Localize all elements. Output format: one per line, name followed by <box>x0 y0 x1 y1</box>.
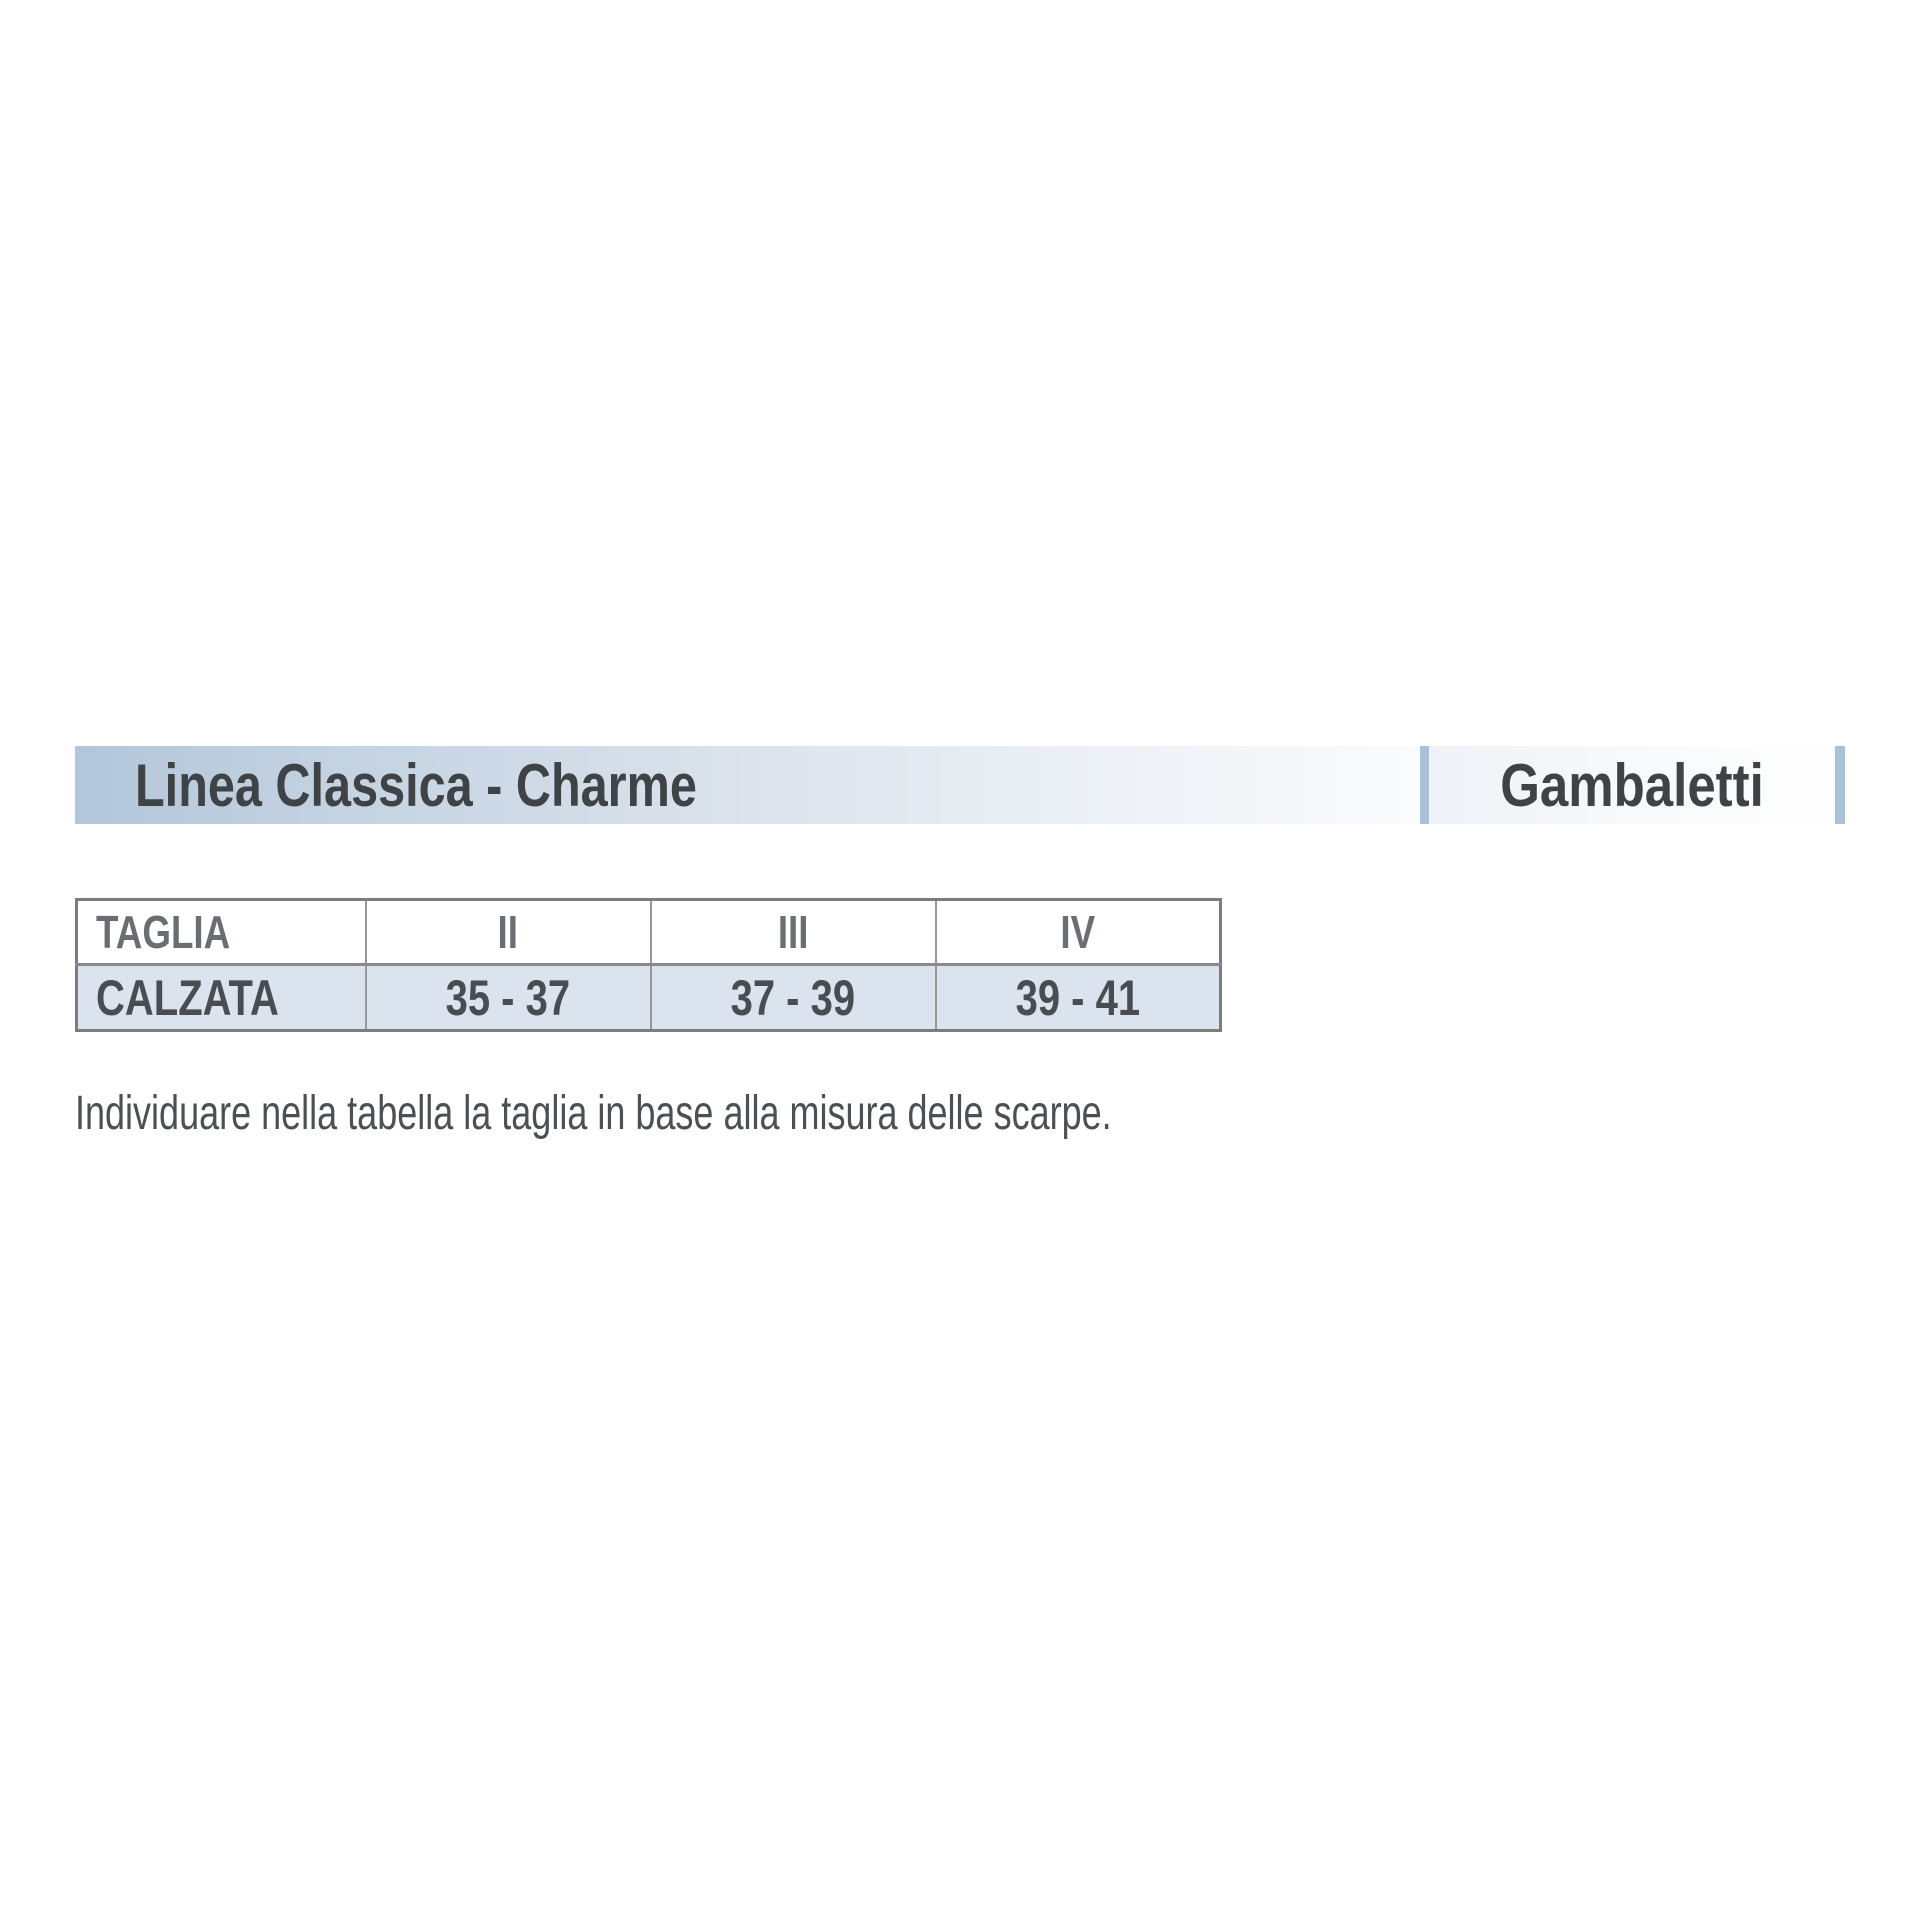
size-table-header-row <box>77 900 1221 965</box>
header-cell-size-ii <box>366 900 651 965</box>
calzata-value-iv <box>936 965 1221 1031</box>
header-cell-size-iv <box>936 900 1221 965</box>
category-banner <box>1429 746 1835 824</box>
row-label-calzata <box>77 965 366 1031</box>
size-ii-label: II <box>497 906 519 958</box>
calzata-range-iii: 37 - 39 <box>730 969 856 1026</box>
size-iv-label: IV <box>1060 906 1096 958</box>
banner-divider-right <box>1835 746 1845 824</box>
instruction-note-text: Individuare nella tabella la taglia in base alla misura delle scarpe. <box>75 1087 1112 1140</box>
calzata-value-iii <box>651 965 936 1031</box>
instruction-note <box>75 1086 1457 1142</box>
product-line-banner <box>75 746 1420 824</box>
calzata-range-iv: 39 - 41 <box>1015 969 1141 1026</box>
calzata-label: CALZATA <box>96 969 279 1026</box>
header-cell-taglia <box>77 900 366 965</box>
banner-divider-left <box>1420 746 1429 824</box>
section-header <box>75 746 1845 824</box>
category-label: Gambaletti <box>1500 751 1764 819</box>
size-iii-label: III <box>777 906 809 958</box>
product-line-title: Linea Classica - Charme <box>135 751 697 819</box>
calzata-range-ii: 35 - 37 <box>445 969 571 1026</box>
taglia-label: TAGLIA <box>96 906 231 958</box>
size-table-data-row <box>77 965 1221 1031</box>
calzata-value-ii <box>366 965 651 1031</box>
header-cell-size-iii <box>651 900 936 965</box>
size-table <box>75 898 1222 1032</box>
